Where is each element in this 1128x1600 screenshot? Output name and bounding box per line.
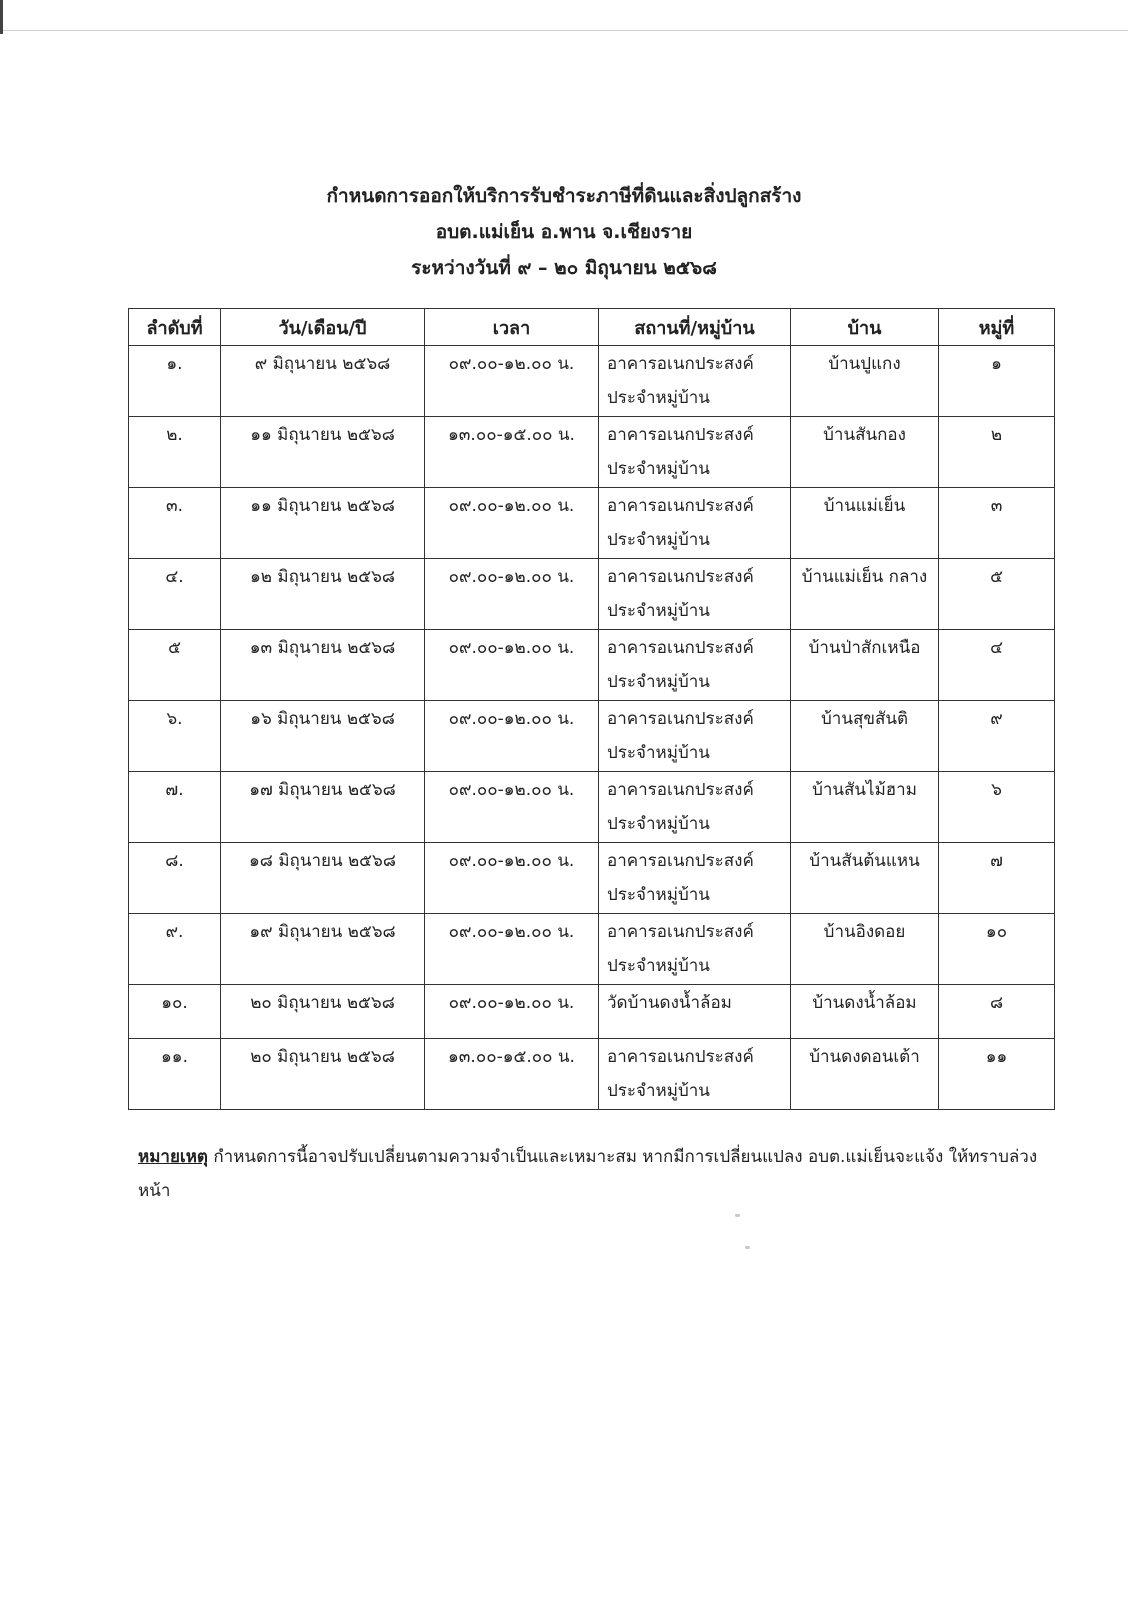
cell-date: ๑๑ มิถุนายน ๒๕๖๘ — [221, 417, 425, 488]
cell-moo: ๑ — [939, 346, 1055, 417]
cell-order: ๑. — [129, 346, 221, 417]
table-row — [129, 346, 1055, 417]
cell-time: ๐๙.๐๐-๑๒.๐๐ น. — [425, 843, 599, 914]
scan-speck — [745, 1246, 750, 1249]
scan-edge-top — [0, 30, 1128, 31]
cell-date: ๑๑ มิถุนายน ๒๕๖๘ — [221, 488, 425, 559]
cell-order: ๘. — [129, 843, 221, 914]
cell-date: ๑๘ มิถุนายน ๒๕๖๘ — [221, 843, 425, 914]
cell-order: ๙. — [129, 914, 221, 985]
cell-time: ๐๙.๐๐-๑๒.๐๐ น. — [425, 772, 599, 843]
cell-order: ๔. — [129, 559, 221, 630]
cell-moo: ๓ — [939, 488, 1055, 559]
cell-order: ๑๐. — [129, 985, 221, 1039]
cell-moo: ๖ — [939, 772, 1055, 843]
cell-date: ๑๖ มิถุนายน ๒๕๖๘ — [221, 701, 425, 772]
table-row — [129, 843, 1055, 914]
cell-order: ๑๑. — [129, 1039, 221, 1110]
cell-moo: ๘ — [939, 985, 1055, 1039]
cell-village-name: บ้านดงดอนเต้า — [791, 1039, 939, 1110]
table-row — [129, 1039, 1055, 1110]
cell-date: ๑๒ มิถุนายน ๒๕๖๘ — [221, 559, 425, 630]
cell-village-name: บ้านสันต้นแหน — [791, 843, 939, 914]
table-row — [129, 630, 1055, 701]
header-village-name: บ้าน — [791, 309, 939, 346]
cell-time: ๐๙.๐๐-๑๒.๐๐ น. — [425, 559, 599, 630]
cell-place: อาคารอเนกประสงค์ ประจำหมู่บ้าน — [599, 772, 791, 843]
cell-order: ๖. — [129, 701, 221, 772]
header-date: วัน/เดือน/ปี — [221, 309, 425, 346]
cell-village-name: บ้านแม่เย็น กลาง — [791, 559, 939, 630]
cell-time: ๐๙.๐๐-๑๒.๐๐ น. — [425, 701, 599, 772]
cell-moo: ๑๐ — [939, 914, 1055, 985]
table-row — [129, 417, 1055, 488]
scan-speck — [735, 1214, 740, 1217]
document-title — [0, 178, 1128, 286]
cell-date: ๑๗ มิถุนายน ๒๕๖๘ — [221, 772, 425, 843]
cell-moo: ๔ — [939, 630, 1055, 701]
title-line-3: ระหว่างวันที่ ๙ – ๒๐ มิถุนายน ๒๕๖๘ — [411, 257, 717, 279]
table-row — [129, 701, 1055, 772]
cell-moo: ๑๑ — [939, 1039, 1055, 1110]
table-row — [129, 772, 1055, 843]
table-row — [129, 985, 1055, 1039]
cell-date: ๒๐ มิถุนายน ๒๕๖๘ — [221, 1039, 425, 1110]
cell-time: ๐๙.๐๐-๑๒.๐๐ น. — [425, 630, 599, 701]
cell-order: ๒. — [129, 417, 221, 488]
title-line-2: อบต.แม่เย็น อ.พาน จ.เชียงราย — [435, 221, 693, 243]
cell-village-name: บ้านปูแกง — [791, 346, 939, 417]
table-row — [129, 559, 1055, 630]
cell-time: ๐๙.๐๐-๑๒.๐๐ น. — [425, 488, 599, 559]
cell-time: ๐๙.๐๐-๑๒.๐๐ น. — [425, 985, 599, 1039]
remark-note — [138, 1140, 1038, 1208]
cell-village-name: บ้านแม่เย็น — [791, 488, 939, 559]
cell-date: ๑๙ มิถุนายน ๒๕๖๘ — [221, 914, 425, 985]
cell-village-name: บ้านสุขสันติ — [791, 701, 939, 772]
cell-moo: ๙ — [939, 701, 1055, 772]
cell-village-name: บ้านสันไม้ฮาม — [791, 772, 939, 843]
cell-moo: ๕ — [939, 559, 1055, 630]
cell-place: อาคารอเนกประสงค์ ประจำหมู่บ้าน — [599, 630, 791, 701]
cell-village-name: บ้านดงน้ำล้อม — [791, 985, 939, 1039]
cell-place: อาคารอเนกประสงค์ ประจำหมู่บ้าน — [599, 701, 791, 772]
cell-place: อาคารอเนกประสงค์ ประจำหมู่บ้าน — [599, 346, 791, 417]
cell-time: ๑๓.๐๐-๑๕.๐๐ น. — [425, 417, 599, 488]
cell-date: ๒๐ มิถุนายน ๒๕๖๘ — [221, 985, 425, 1039]
cell-village-name: บ้านอิงดอย — [791, 914, 939, 985]
cell-place: อาคารอเนกประสงค์ ประจำหมู่บ้าน — [599, 1039, 791, 1110]
cell-place: อาคารอเนกประสงค์ ประจำหมู่บ้าน — [599, 914, 791, 985]
table-row — [129, 914, 1055, 985]
cell-moo: ๗ — [939, 843, 1055, 914]
cell-time: ๐๙.๐๐-๑๒.๐๐ น. — [425, 346, 599, 417]
cell-order: ๓. — [129, 488, 221, 559]
table-row — [129, 488, 1055, 559]
cell-order: ๗. — [129, 772, 221, 843]
cell-place: อาคารอเนกประสงค์ ประจำหมู่บ้าน — [599, 488, 791, 559]
cell-place: วัดบ้านดงน้ำล้อม — [599, 985, 791, 1039]
title-line-1: กำหนดการออกให้บริการรับชำระภาษีที่ดินและสิ่งปลูกสร้าง — [326, 185, 802, 207]
cell-order: ๕ — [129, 630, 221, 701]
cell-moo: ๒ — [939, 417, 1055, 488]
cell-village-name: บ้านสันกอง — [791, 417, 939, 488]
remark-label: หมายเหตุ — [138, 1147, 208, 1167]
header-time: เวลา — [425, 309, 599, 346]
cell-time: ๑๓.๐๐-๑๕.๐๐ น. — [425, 1039, 599, 1110]
cell-date: ๙ มิถุนายน ๒๕๖๘ — [221, 346, 425, 417]
scan-edge-left — [0, 0, 3, 34]
remark-text: กำหนดการนี้อาจปรับเปลี่ยนตามความจำเป็นและเหมาะสม หากมีการเปลี่ยนแปลง อบต.แม่เย็นจะแจ้ง ให้ทราบล่วงหน้า — [138, 1147, 1038, 1201]
cell-place: อาคารอเนกประสงค์ ประจำหมู่บ้าน — [599, 559, 791, 630]
header-place: สถานที่/หมู่บ้าน — [599, 309, 791, 346]
schedule-table — [128, 308, 1055, 1110]
cell-date: ๑๓ มิถุนายน ๒๕๖๘ — [221, 630, 425, 701]
header-order: ลำดับที่ — [129, 309, 221, 346]
header-moo: หมู่ที่ — [939, 309, 1055, 346]
cell-place: อาคารอเนกประสงค์ ประจำหมู่บ้าน — [599, 417, 791, 488]
cell-place: อาคารอเนกประสงค์ ประจำหมู่บ้าน — [599, 843, 791, 914]
cell-village-name: บ้านป่าสักเหนือ — [791, 630, 939, 701]
table-header-row — [129, 309, 1055, 346]
cell-time: ๐๙.๐๐-๑๒.๐๐ น. — [425, 914, 599, 985]
